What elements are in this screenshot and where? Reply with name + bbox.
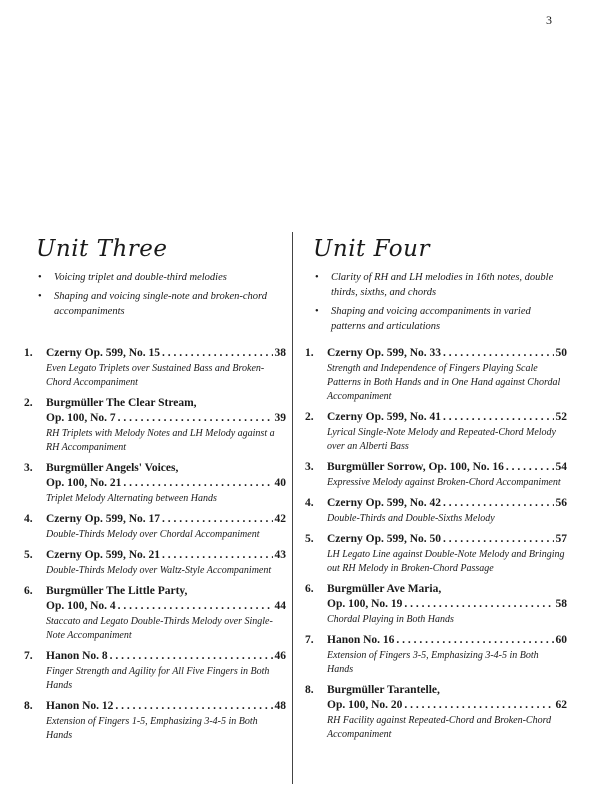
piece-page: 44 (274, 600, 286, 612)
piece-number: 5. (305, 533, 314, 545)
piece-title: Hanon No. 16 (327, 634, 395, 646)
piece-title-row (46, 548, 286, 563)
piece-title: Burgmüller Sorrow, Op. 100, No. 16 (327, 461, 504, 473)
piece-title-row (327, 496, 567, 511)
unit-three-title: Unit Three (36, 236, 168, 262)
piece-number: 7. (24, 650, 33, 662)
piece-description: Double-Thirds Melody over Chordal Accompaniment (46, 529, 260, 540)
piece-title-row (46, 512, 286, 527)
piece-number: 4. (24, 513, 33, 525)
dot-leader (443, 410, 553, 425)
piece-title: Czerny Op. 599, No. 42 (327, 497, 442, 509)
dot-leader (404, 597, 553, 612)
piece-description: Chordal Playing in Both Hands (327, 614, 454, 625)
goal-item: • Voicing triplet and double-third melodies (38, 270, 290, 285)
piece-title-line1: Burgmüller Angels' Voices, (46, 462, 179, 474)
piece-number: 1. (305, 347, 314, 359)
unit-three-column (24, 232, 290, 741)
dot-leader (162, 512, 272, 527)
piece-title-line1: Burgmüller The Little Party, (46, 585, 188, 597)
piece-number: 8. (24, 700, 33, 712)
dot-leader (118, 599, 273, 614)
piece-entry (24, 548, 286, 578)
dot-leader (123, 476, 272, 491)
piece-title-row (327, 346, 567, 361)
piece-title-row (46, 411, 286, 426)
piece-entry (305, 532, 567, 576)
piece-page: 46 (274, 650, 286, 662)
piece-number: 5. (24, 549, 33, 561)
piece-number: 3. (305, 461, 314, 473)
piece-title-line1: Burgmüller The Clear Stream, (46, 397, 197, 409)
piece-page: 48 (274, 700, 286, 712)
piece-description: RH Facility against Repeated-Chord and Broken-Chord Accompaniment (327, 715, 552, 740)
piece-page: 58 (555, 598, 567, 610)
dot-leader (443, 532, 553, 547)
piece-title-row (46, 599, 286, 614)
piece-title-row (327, 698, 567, 713)
piece-number: 4. (305, 497, 314, 509)
piece-entry (24, 699, 286, 743)
dot-leader (118, 411, 273, 426)
piece-description: RH Triplets with Melody Notes and LH Melody against a RH Accompaniment (46, 428, 275, 453)
column-divider (292, 232, 293, 784)
piece-description: Extension of Fingers 3-5, Emphasizing 3-4-5 in Both Hands (327, 650, 539, 675)
piece-description: Even Legato Triplets over Sustained Bass and Broken-Chord Accompaniment (46, 363, 265, 388)
piece-entry (305, 683, 567, 742)
piece-title: Czerny Op. 599, No. 50 (327, 533, 442, 545)
piece-page: 62 (555, 699, 567, 711)
dot-leader (162, 548, 272, 563)
unit-four-pieces (305, 346, 567, 748)
piece-entry (24, 512, 286, 542)
dot-leader (404, 698, 553, 713)
piece-title: Czerny Op. 599, No. 21 (46, 549, 161, 561)
piece-title-row (327, 460, 567, 475)
piece-title: Op. 100, No. 19 (327, 598, 403, 610)
piece-title: Op. 100, No. 4 (46, 600, 116, 612)
unit-four-title: Unit Four (313, 236, 430, 262)
piece-description: Lyrical Single-Note Melody and Repeated-Chord Melody over an Alberti Bass (327, 427, 556, 452)
piece-page: 52 (555, 411, 567, 423)
piece-description: Double-Thirds Melody over Waltz-Style Accompaniment (46, 565, 272, 576)
piece-entry (305, 460, 567, 490)
piece-page: 40 (274, 477, 286, 489)
piece-title-row (46, 346, 286, 361)
piece-number: 6. (305, 583, 314, 595)
piece-title-line1: Burgmüller Ave Maria, (327, 583, 442, 595)
piece-title: Czerny Op. 599, No. 41 (327, 411, 442, 423)
piece-entry (305, 410, 567, 454)
piece-title: Czerny Op. 599, No. 33 (327, 347, 442, 359)
piece-entry (305, 582, 567, 627)
piece-page: 50 (555, 347, 567, 359)
piece-entry (305, 633, 567, 677)
unit-three-pieces (24, 346, 286, 749)
piece-title: Op. 100, No. 21 (46, 477, 122, 489)
piece-entry (24, 584, 286, 643)
piece-number: 7. (305, 634, 314, 646)
unit-four-column (305, 232, 567, 740)
piece-title-row (46, 476, 286, 491)
piece-page: 60 (555, 634, 567, 646)
piece-entry (305, 346, 567, 404)
piece-description: Expressive Melody against Broken-Chord Accompaniment (327, 477, 561, 488)
unit-three-goals (38, 270, 290, 319)
piece-title: Op. 100, No. 7 (46, 412, 116, 424)
piece-title: Czerny Op. 599, No. 17 (46, 513, 161, 525)
page-number: 3 (546, 13, 552, 27)
piece-entry (24, 461, 286, 506)
piece-number: 8. (305, 684, 314, 696)
piece-title-line1: Burgmüller Tarantelle, (327, 684, 440, 696)
piece-title-row (46, 649, 286, 664)
piece-page: 39 (274, 412, 286, 424)
piece-description: Finger Strength and Agility for All Five Fingers in Both Hands (46, 666, 270, 691)
dot-leader (162, 346, 272, 361)
piece-description: Strength and Independence of Fingers Playing Scale Patterns in Both Hands and in One Hand against Chordal Accompaniment (327, 363, 561, 402)
piece-title-row (327, 532, 567, 547)
piece-page: 56 (555, 497, 567, 509)
piece-description: Extension of Fingers 1-5, Emphasizing 3-4-5 in Both Hands (46, 716, 258, 741)
dot-leader (443, 346, 553, 361)
piece-number: 6. (24, 585, 33, 597)
piece-title-row (327, 597, 567, 612)
piece-title: Czerny Op. 599, No. 15 (46, 347, 161, 359)
piece-number: 2. (305, 411, 314, 423)
dot-leader (506, 460, 554, 475)
piece-title-row (327, 633, 567, 648)
dot-leader (443, 496, 553, 511)
goal-item: • Clarity of RH and LH melodies in 16th notes, double thirds, sixths, and chords (315, 270, 567, 300)
piece-page: 57 (555, 533, 567, 545)
piece-page: 38 (274, 347, 286, 359)
piece-title-row (46, 699, 286, 714)
dot-leader (115, 699, 272, 714)
piece-page: 54 (555, 461, 567, 473)
piece-entry (305, 496, 567, 526)
piece-description: Triplet Melody Alternating between Hands (46, 493, 217, 504)
piece-title: Hanon No. 12 (46, 700, 114, 712)
piece-title-row (327, 410, 567, 425)
piece-title: Hanon No. 8 (46, 650, 108, 662)
piece-description: Staccato and Legato Double-Thirds Melody over Single-Note Accompaniment (46, 616, 273, 641)
goal-item: • Shaping and voicing single-note and broken-chord accompaniments (38, 289, 290, 319)
piece-entry (24, 346, 286, 390)
piece-number: 3. (24, 462, 33, 474)
piece-page: 42 (274, 513, 286, 525)
piece-description: Double-Thirds and Double-Sixths Melody (327, 513, 495, 524)
piece-page: 43 (274, 549, 286, 561)
piece-description: LH Legato Line against Double-Note Melody and Bringing out RH Melody in Broken-Chord Passage (327, 549, 565, 574)
piece-entry (24, 649, 286, 693)
dot-leader (396, 633, 553, 648)
piece-number: 1. (24, 347, 33, 359)
piece-entry (24, 396, 286, 455)
unit-four-goals (315, 270, 567, 334)
goal-item: • Shaping and voicing accompaniments in varied patterns and articulations (315, 304, 567, 334)
dot-leader (110, 649, 273, 664)
piece-title: Op. 100, No. 20 (327, 699, 403, 711)
piece-number: 2. (24, 397, 33, 409)
